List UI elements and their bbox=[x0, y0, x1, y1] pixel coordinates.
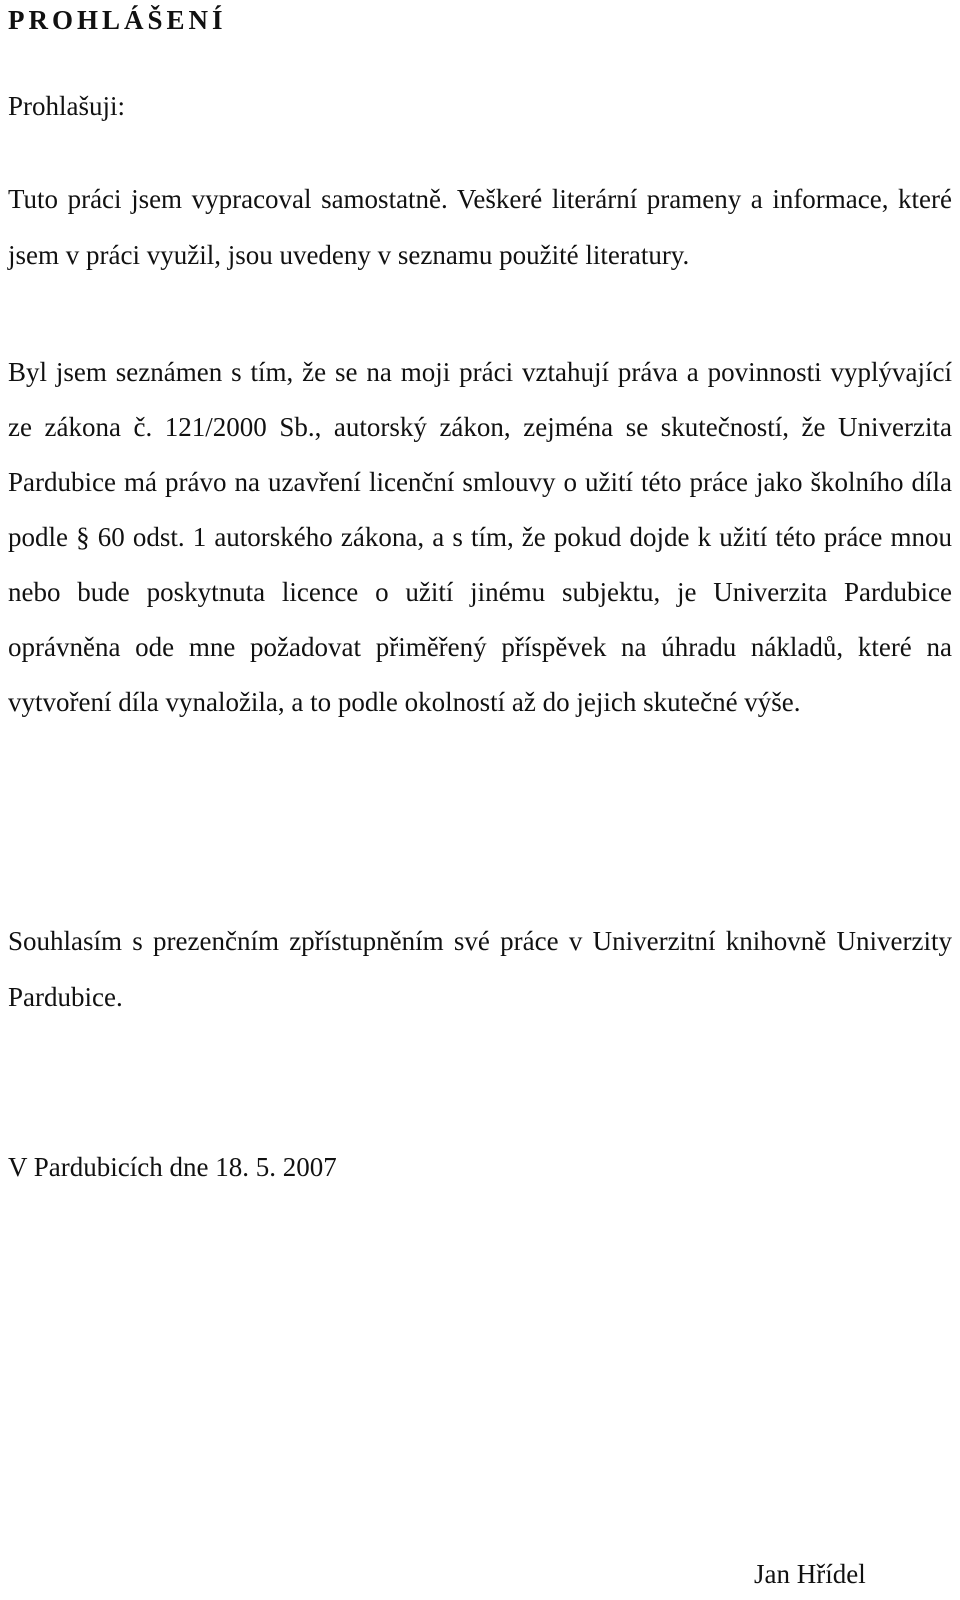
authorship-paragraph: Tuto práci jsem vypracoval samostatně. Veškeré literární prameny a informace, které jsem v práci využil, jsou uvedeny v seznamu použité literatury. bbox=[8, 184, 952, 270]
copyright-law-paragraph: Byl jsem seznámen s tím, že se na moji práci vztahují práva a povinnosti vyplývající ze zákona č. 121/2000 Sb., autorský zákon, zejména se skutečností, že Univerzita Pardubice má právo na uzavření licenční smlouvy o užití této práce jako školního díla podle § 60 odst. 1 autorského zákona, a s tím, že pokud dojde k užití této práce mnou nebo bude poskytnuta licence o užití jinému subjektu, je Univerzita Pardubice oprávněna ode mne požadovat přiměřený příspěvek na úhradu nákladů, které na vytvoření díla vynaložila, a to podle okolností až do jejich skutečné výše. bbox=[8, 357, 952, 717]
library-consent-paragraph: Souhlasím s prezenčním zpřístupněním své práce v Univerzitní knihovně Univerzity Pardubice. bbox=[8, 926, 952, 1012]
place-and-date: V Pardubicích dne 18. 5. 2007 bbox=[8, 1152, 337, 1182]
declaration-intro: Prohlašuji: bbox=[8, 91, 126, 121]
author-signature: Jan Hřídel bbox=[754, 1559, 866, 1589]
declaration-heading: PROHLÁŠENÍ bbox=[8, 5, 227, 35]
